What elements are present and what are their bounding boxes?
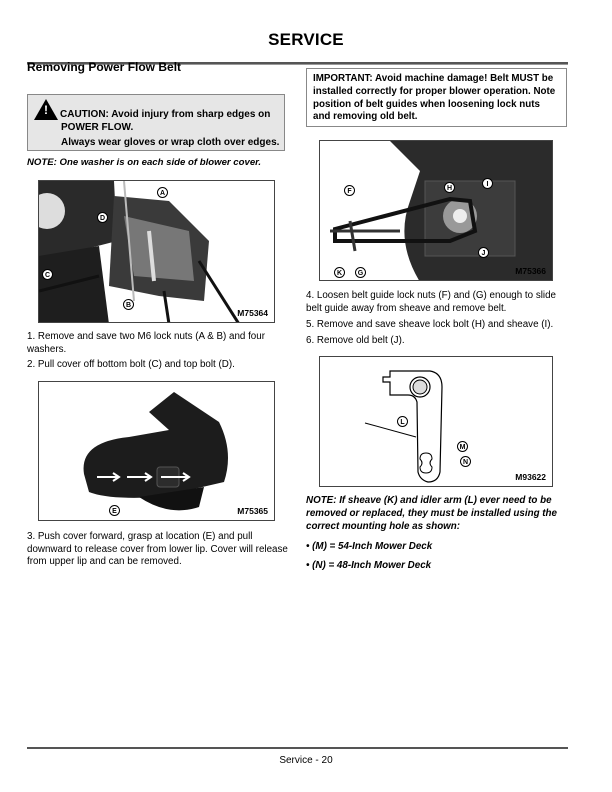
figure-id: M75366 <box>515 266 546 276</box>
figure-m93622 <box>319 356 553 487</box>
caution-line-1: CAUTION: Avoid injury from sharp edges on <box>60 109 271 120</box>
note-washer: NOTE: One washer is on each side of blower cover. <box>27 157 262 168</box>
callout-m: M <box>457 441 468 452</box>
section-title: Removing Power Flow Belt <box>27 60 182 74</box>
callout-e: E <box>109 505 120 516</box>
callout-f: F <box>344 185 355 196</box>
callout-d: D <box>97 212 108 223</box>
callout-j: J <box>478 247 489 258</box>
figure-id: M93622 <box>515 472 546 482</box>
step-1: 1. Remove and save two M6 lock nuts (A & B) and four washers. <box>27 331 265 355</box>
callout-l: L <box>397 416 408 427</box>
blower-cover-photo-2 <box>39 382 275 521</box>
step-4: 4. Loosen belt guide lock nuts (F) and (G) enough to slide belt guide away from sheave and remove belt. <box>306 290 556 314</box>
idler-arm-drawing <box>320 357 553 487</box>
callout-g: G <box>355 267 366 278</box>
callout-c: C <box>42 269 53 280</box>
page-number: Service - 20 <box>279 755 333 766</box>
step-2: 2. Pull cover off bottom bolt (C) and top bolt (D). <box>27 359 235 370</box>
blower-belt-photo <box>320 141 553 281</box>
callout-i: I <box>482 178 493 189</box>
callout-b: B <box>123 299 134 310</box>
footer-rule <box>27 747 568 749</box>
figure-m75366 <box>319 140 553 281</box>
caution-line-3: Always wear gloves or wrap cloth over edges. <box>61 137 280 148</box>
callout-a: A <box>157 187 168 198</box>
caution-box <box>27 94 285 151</box>
callout-h: H <box>444 182 455 193</box>
step-6: 6. Remove old belt (J). <box>306 335 405 346</box>
step-5: 5. Remove and save sheave lock bolt (H) and sheave (I). <box>306 319 554 330</box>
figure-id: M75364 <box>237 308 268 318</box>
warning-triangle-icon: ! <box>34 99 58 120</box>
note-mounting-hole: NOTE: If sheave (K) and idler arm (L) ever need to be removed or replaced, they must be installed using the correct mounting hole as shown: <box>306 495 557 532</box>
callout-n: N <box>460 456 471 467</box>
callout-k: K <box>334 267 345 278</box>
caution-line-2: POWER FLOW. <box>61 122 134 133</box>
bullet-48-inch: • (N) = 48-Inch Mower Deck <box>306 560 432 571</box>
blower-cover-photo <box>39 181 275 323</box>
bullet-54-inch: • (M) = 54-Inch Mower Deck <box>306 541 433 552</box>
figure-id: M75365 <box>237 506 268 516</box>
page-title: SERVICE <box>268 30 344 49</box>
figure-m75364 <box>38 180 275 323</box>
step-3: 3. Push cover forward, grasp at location (E) and pull downward to release cover from lower lip. Cover will release from upper lip and can be removed. <box>27 531 288 567</box>
figure-m75365 <box>38 381 275 521</box>
important-box: IMPORTANT: Avoid machine damage! Belt MUST be installed correctly for proper blower operation. Note position of belt guides when loosening lock nuts and removing old belt. <box>306 68 567 127</box>
